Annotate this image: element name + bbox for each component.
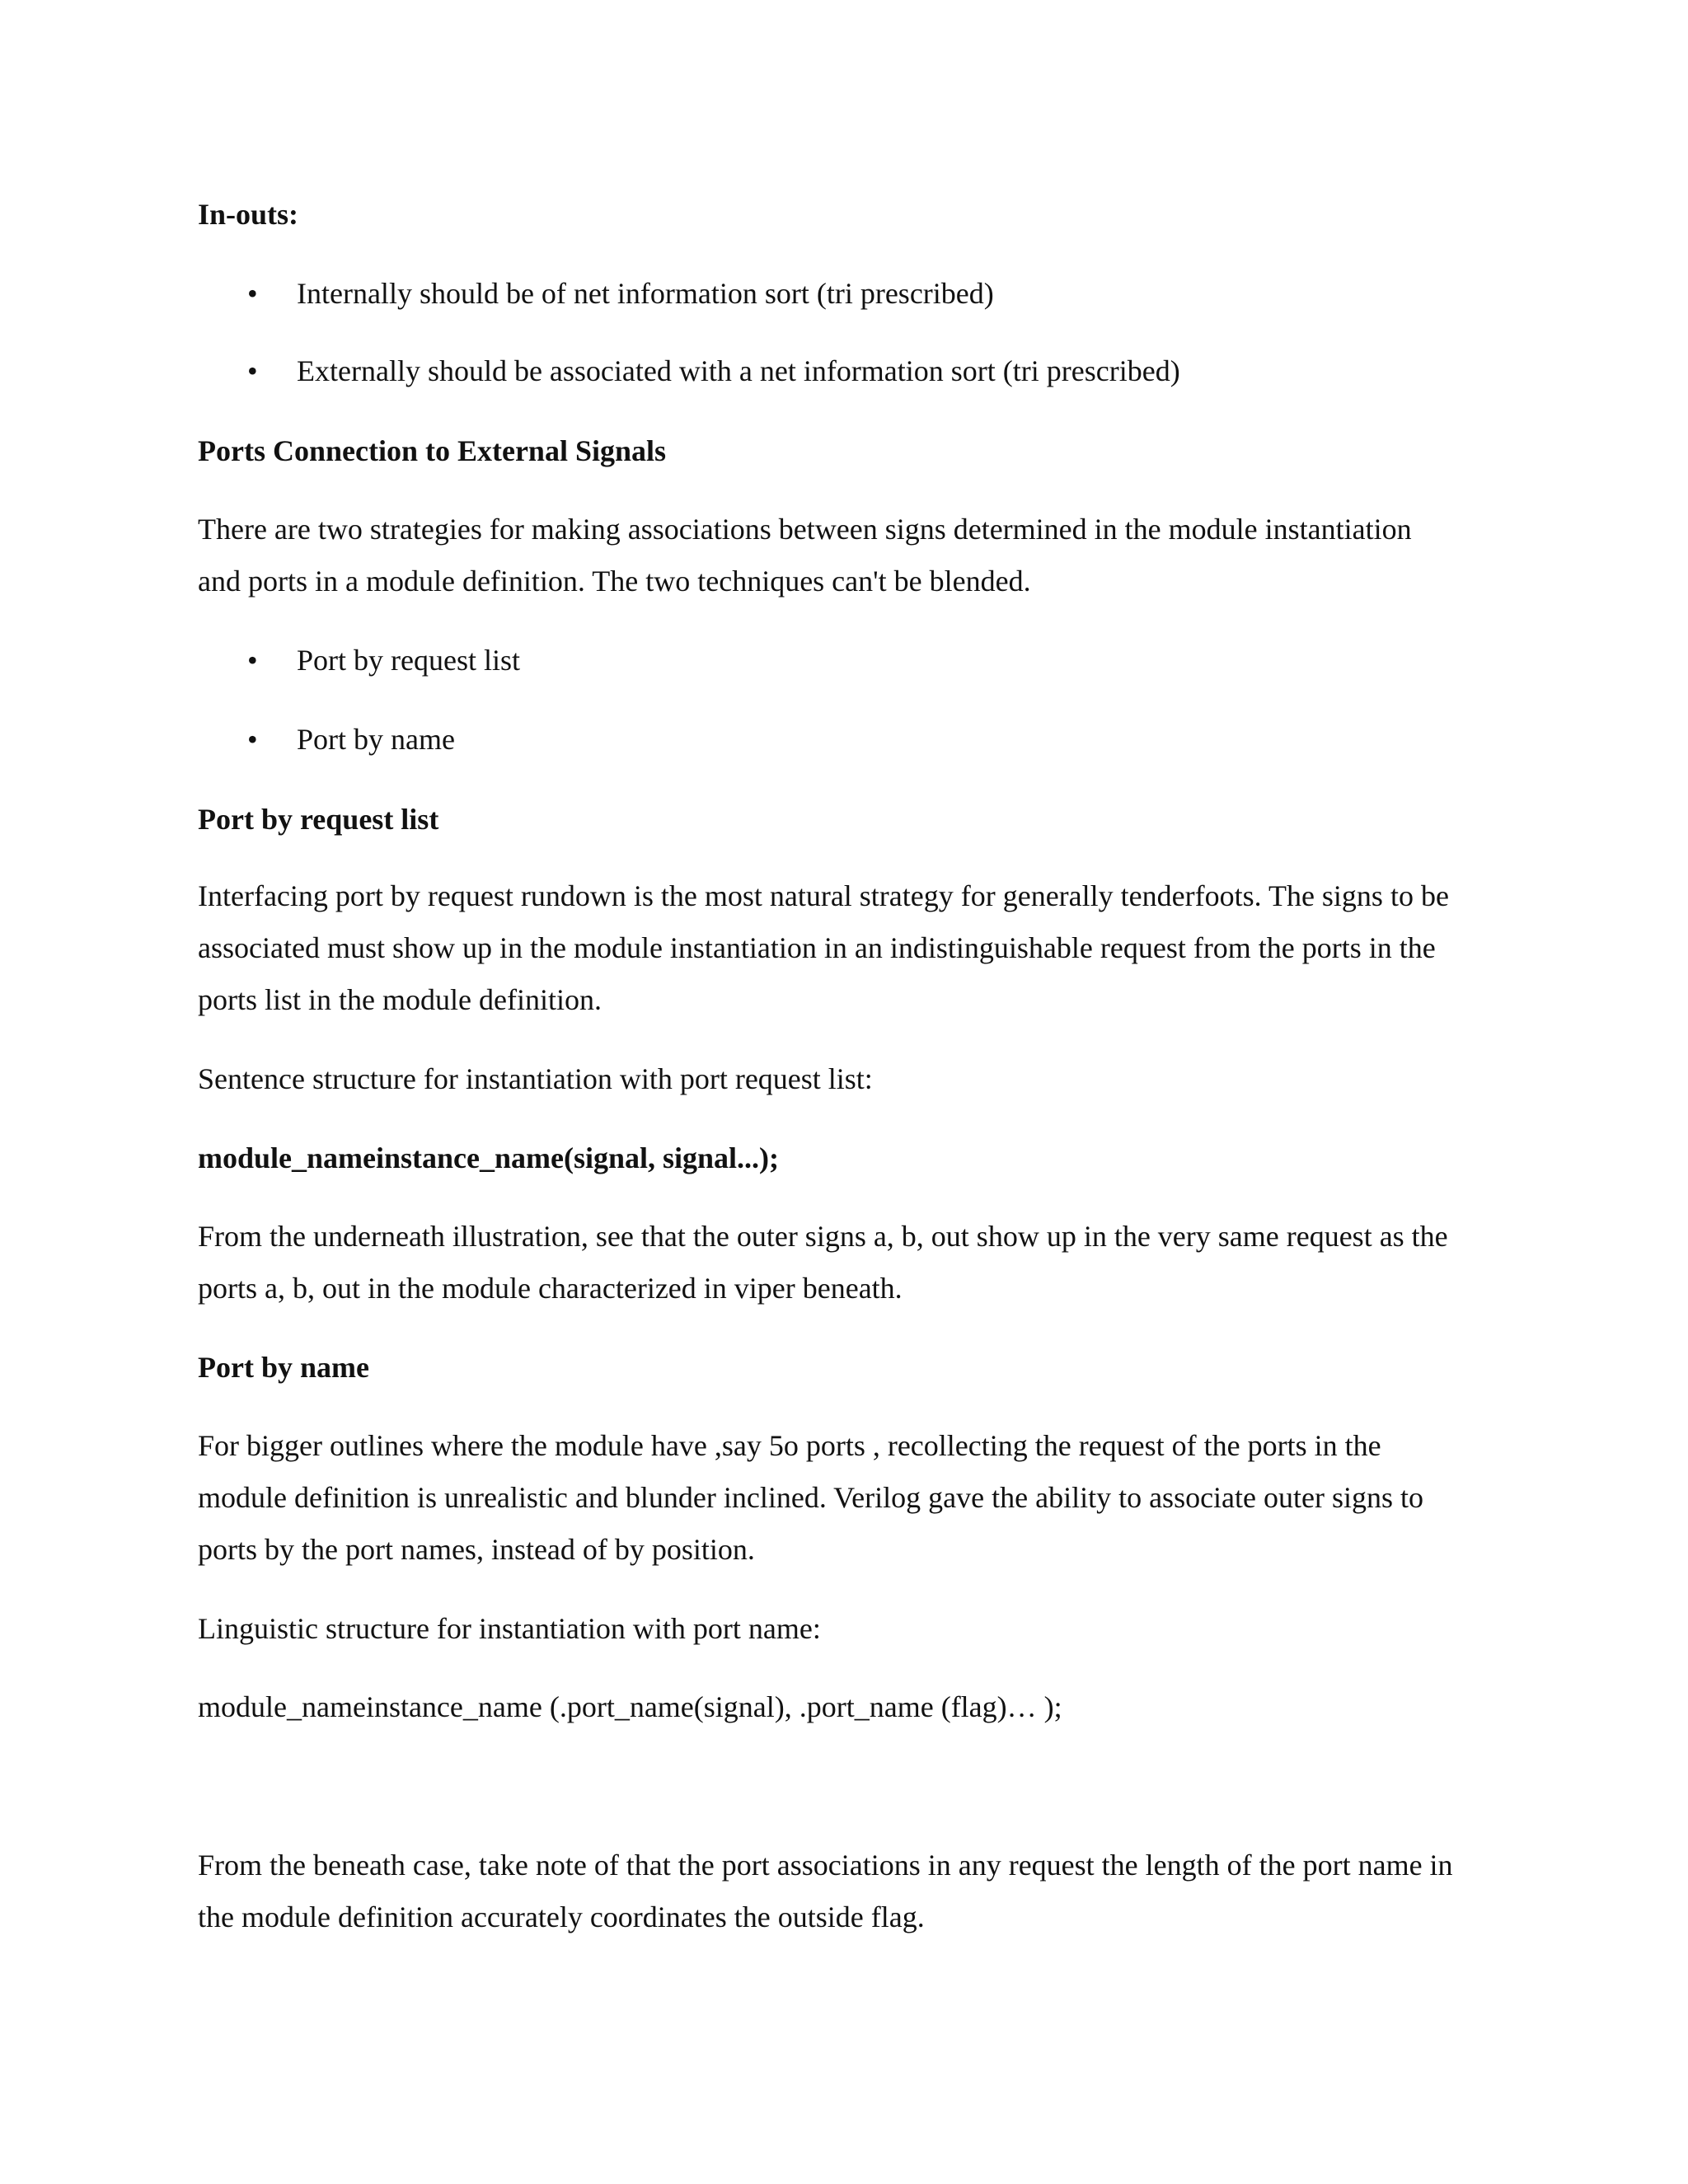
bullet-icon: • bbox=[247, 644, 258, 677]
paragraph-line: For bigger outlines where the module have ,say 5o ports , recollecting the request of the ports in the bbox=[198, 1429, 1381, 1462]
paragraph-line: There are two strategies for making associations between signs determined in the module instantiation bbox=[198, 513, 1412, 546]
syntax-intro: Sentence structure for instantiation with port request list: bbox=[198, 1062, 873, 1095]
list-item-text: Port by name bbox=[297, 723, 455, 756]
bullet-icon: • bbox=[247, 277, 258, 310]
paragraph-line: ports by the port names, instead of by position. bbox=[198, 1533, 755, 1566]
syntax-code: module_nameinstance_name(signal, signal...); bbox=[198, 1141, 780, 1174]
bullet-icon: • bbox=[247, 354, 258, 387]
paragraph-line: From the beneath case, take note of that the port associations in any request the length of the port name in bbox=[198, 1849, 1453, 1882]
list-item-text: Externally should be associated with a net information sort (tri prescribed) bbox=[297, 354, 1180, 387]
paragraph-line: From the underneath illustration, see that the outer signs a, b, out show up in the very same request as the bbox=[198, 1220, 1448, 1253]
paragraph-line: ports list in the module definition. bbox=[198, 983, 602, 1016]
paragraph-line: module definition is unrealistic and blunder inclined. Verilog gave the ability to associate outer signs to bbox=[198, 1481, 1424, 1514]
section-heading-port-by-request-list: Port by request list bbox=[198, 803, 439, 836]
paragraph-line: and ports in a module definition. The two techniques can't be blended. bbox=[198, 565, 1031, 598]
syntax-code: module_nameinstance_name (.port_name(signal), .port_name (flag)… ); bbox=[198, 1690, 1062, 1723]
paragraph-line: the module definition accurately coordinates the outside flag. bbox=[198, 1900, 925, 1933]
list-item-text: Internally should be of net information sort (tri prescribed) bbox=[297, 277, 994, 310]
list-item-text: Port by request list bbox=[297, 644, 520, 677]
section-heading-inouts: In-outs: bbox=[198, 198, 299, 231]
paragraph-line: Interfacing port by request rundown is the most natural strategy for generally tenderfoots. The signs to be bbox=[198, 879, 1449, 912]
paragraph-line: ports a, b, out in the module characterized in viper beneath. bbox=[198, 1272, 903, 1305]
bullet-icon: • bbox=[247, 723, 258, 756]
syntax-intro: Linguistic structure for instantiation with port name: bbox=[198, 1612, 821, 1645]
section-heading-port-by-name: Port by name bbox=[198, 1351, 369, 1384]
paragraph-line: associated must show up in the module instantiation in an indistinguishable request from the ports in the bbox=[198, 931, 1436, 964]
section-heading-ports-connection: Ports Connection to External Signals bbox=[198, 434, 667, 467]
